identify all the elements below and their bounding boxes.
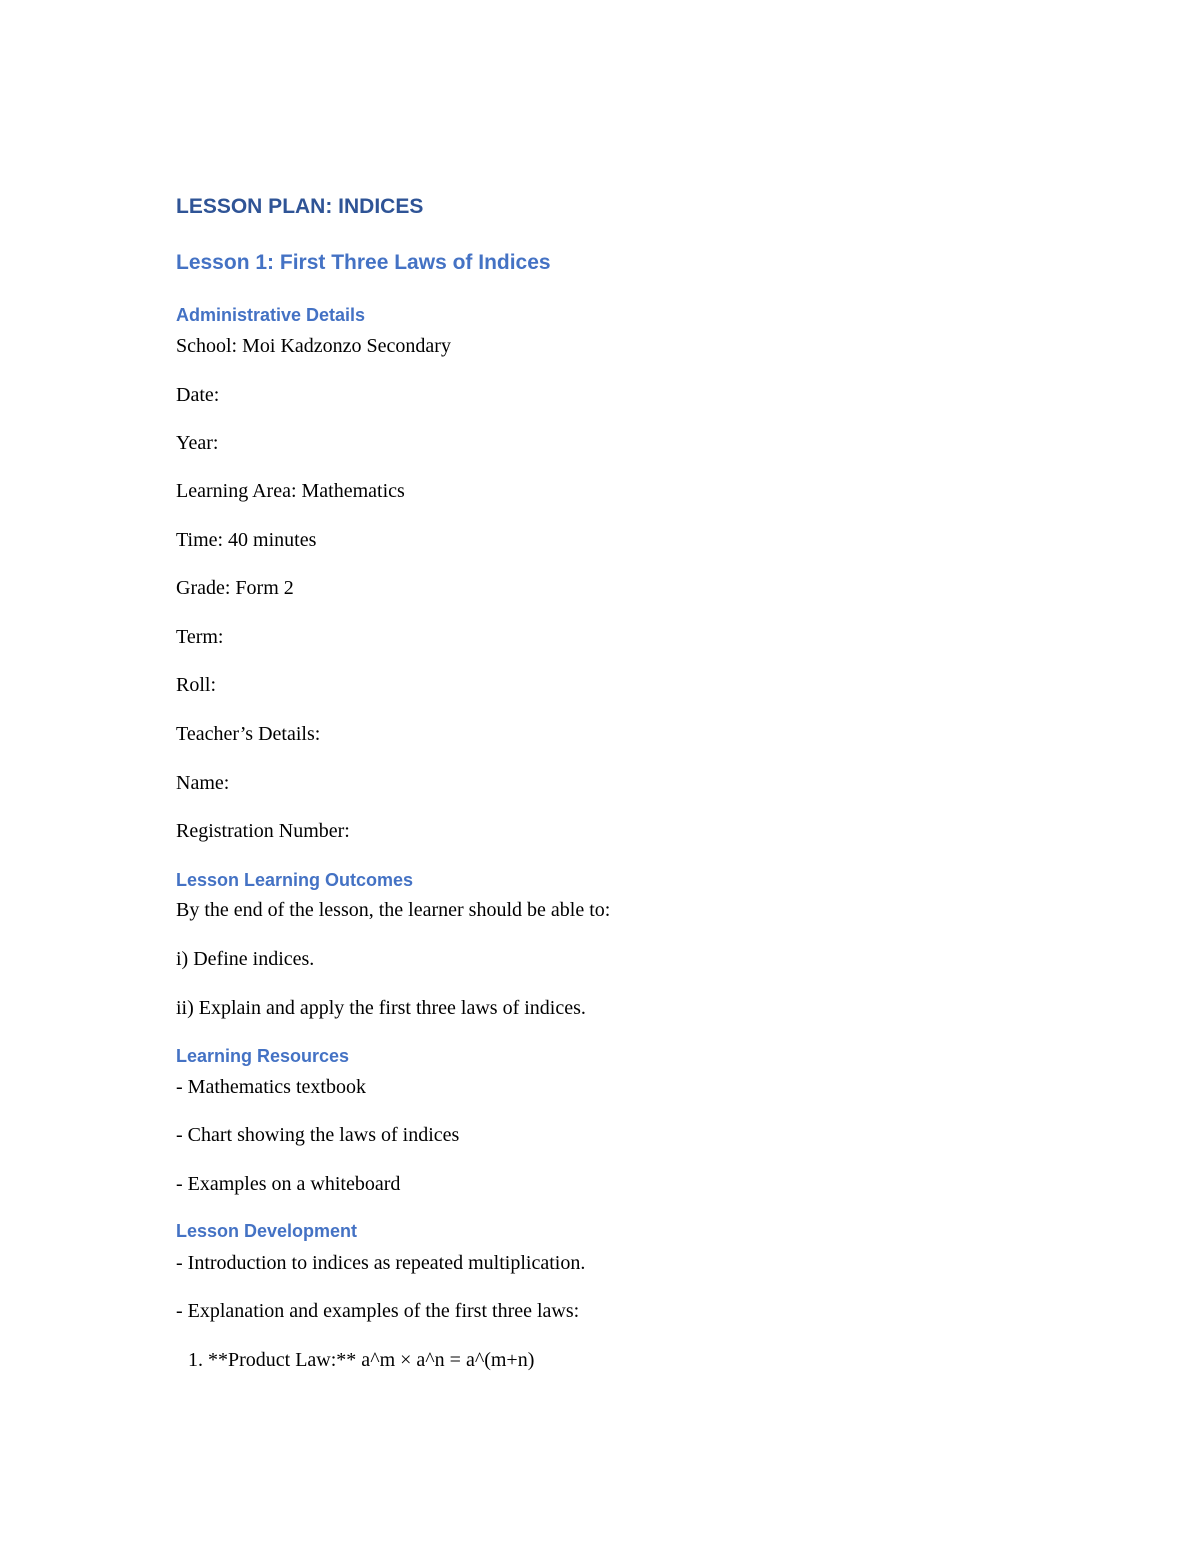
learning-outcomes-heading: Lesson Learning Outcomes [176,870,414,890]
outcome-item: ii) Explain and apply the first three laws of indices. [176,997,586,1019]
learning-area-field: Learning Area: Mathematics [176,480,405,502]
lesson-development-heading: Lesson Development [176,1221,358,1241]
registration-number-field: Registration Number: [176,820,350,842]
time-field: Time: 40 minutes [176,529,317,551]
resource-item: - Mathematics textbook [176,1076,366,1098]
school-field: School: Moi Kadzonzo Secondary [176,335,451,357]
resource-item: - Chart showing the laws of indices [176,1124,460,1146]
year-field: Year: [176,432,219,454]
outcome-item: i) Define indices. [176,948,315,970]
resource-item: - Examples on a whiteboard [176,1173,401,1195]
lesson-heading: Lesson 1: First Three Laws of Indices [176,251,551,274]
term-field: Term: [176,626,224,648]
development-item: - Explanation and examples of the first three laws: [176,1300,580,1322]
document-title: LESSON PLAN: INDICES [176,195,424,218]
outcomes-intro: By the end of the lesson, the learner should be able to: [176,899,611,921]
learning-resources-heading: Learning Resources [176,1046,350,1066]
administrative-details-heading: Administrative Details [176,305,366,325]
date-field: Date: [176,384,220,406]
development-item: - Introduction to indices as repeated multiplication. [176,1252,586,1274]
roll-field: Roll: [176,674,217,696]
teacher-details-field: Teacher’s Details: [176,723,321,745]
product-law-item: 1. **Product Law:** a^m × a^n = a^(m+n) [188,1349,535,1371]
grade-field: Grade: Form 2 [176,577,294,599]
name-field: Name: [176,772,230,794]
